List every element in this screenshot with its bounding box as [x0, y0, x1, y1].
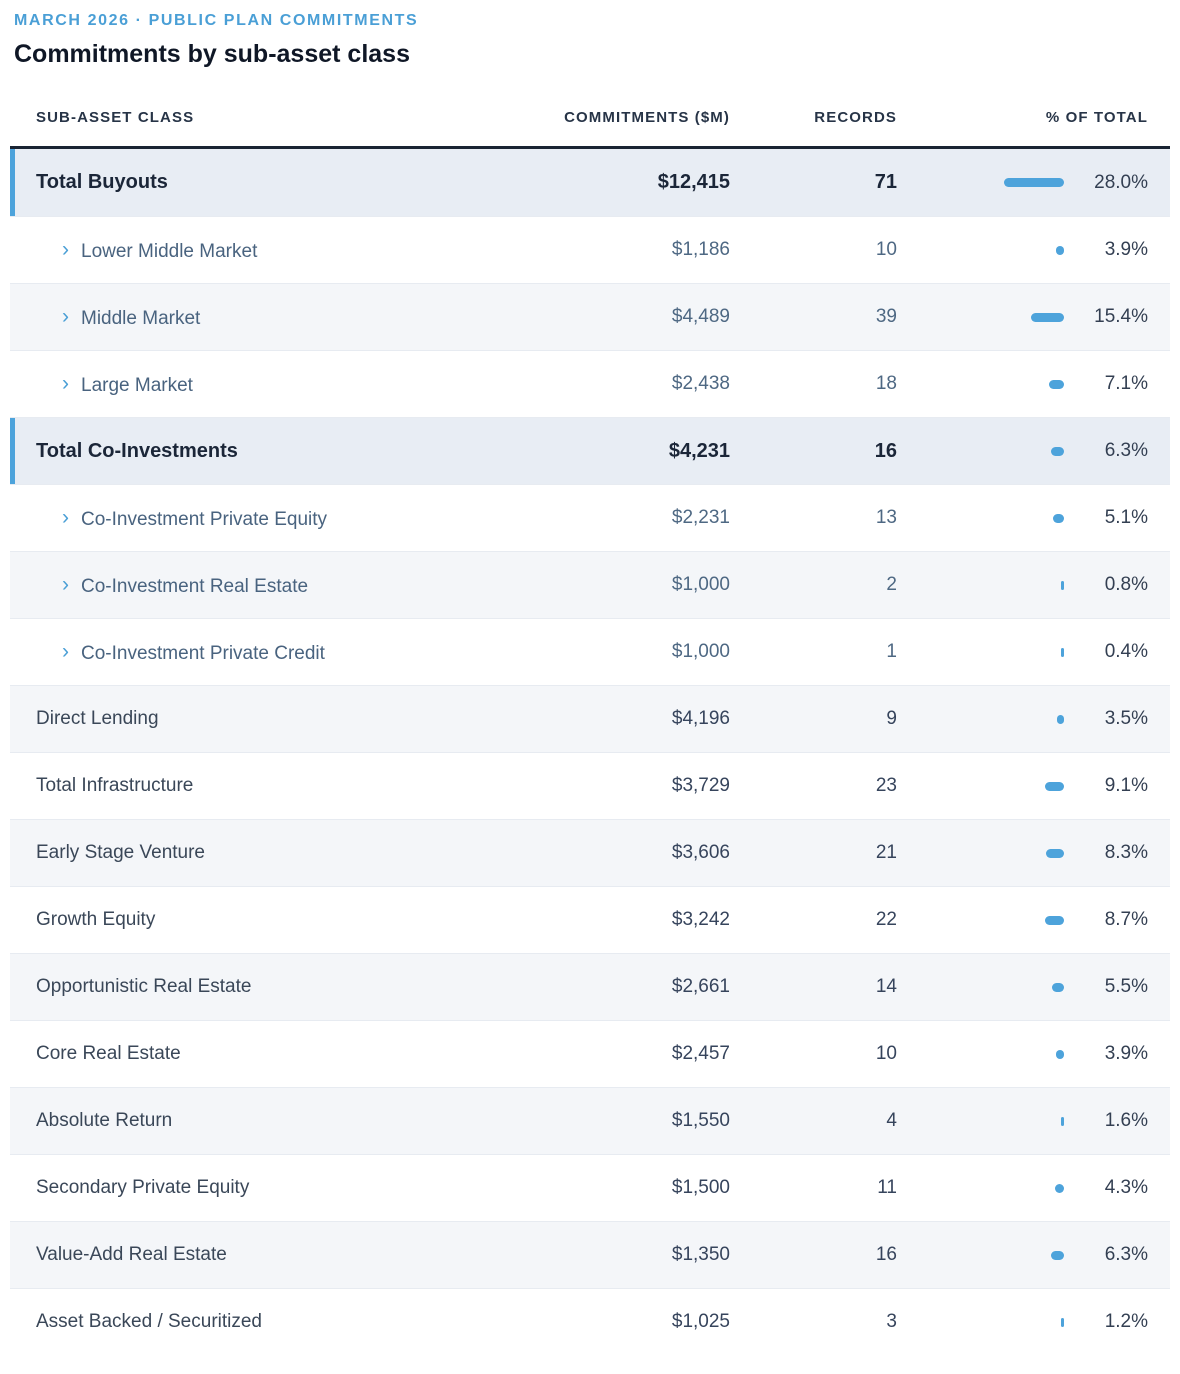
pct-value: 0.8%: [1104, 574, 1148, 595]
pct-bar-track: [910, 849, 1064, 858]
table-row: [10, 149, 1170, 216]
records-value: 9: [886, 708, 897, 729]
records-value: 10: [875, 1043, 897, 1064]
commitments-value: $1,000: [671, 574, 730, 595]
column-header-pct-of-total: % OF TOTAL: [1045, 109, 1148, 126]
pct-cell: [910, 574, 1170, 596]
pct-bar-track: [910, 782, 1064, 791]
pct-bar: [1053, 514, 1064, 523]
records-value: 10: [875, 239, 897, 260]
pct-cell: [910, 708, 1170, 730]
row-label[interactable]: Large Market: [81, 374, 193, 396]
pct-value: 7.1%: [1104, 373, 1148, 394]
pct-bar-track: [910, 1251, 1064, 1260]
pct-bar: [1046, 849, 1064, 858]
pct-bar: [1031, 313, 1064, 322]
row-label-cell: [10, 976, 520, 998]
records-value: 16: [875, 1244, 897, 1265]
pct-value: 0.4%: [1104, 641, 1148, 662]
records-value: 1: [886, 641, 897, 662]
row-label-cell: [10, 238, 520, 263]
chevron-right-icon[interactable]: ›: [62, 505, 69, 529]
pct-bar-track: [910, 916, 1064, 925]
chevron-right-icon[interactable]: ›: [62, 304, 69, 328]
table-row: [10, 953, 1170, 1020]
row-label-cell: [10, 372, 520, 397]
pct-bar-track: [910, 1318, 1064, 1327]
row-label: Total Co-Investments: [36, 439, 238, 462]
commitments-value: $4,489: [671, 306, 730, 327]
pct-cell: [910, 172, 1170, 194]
pct-bar-track: [910, 178, 1064, 187]
pct-cell: [910, 1311, 1170, 1333]
row-label: Opportunistic Real Estate: [36, 976, 252, 997]
pct-cell: [910, 1110, 1170, 1132]
records-value: 13: [875, 507, 897, 528]
records-value: 11: [877, 1177, 897, 1198]
commitments-table: [10, 109, 1170, 1355]
row-label[interactable]: Co-Investment Private Credit: [81, 642, 325, 664]
pct-bar: [1051, 1251, 1064, 1260]
commitments-value: $1,550: [671, 1110, 730, 1131]
pct-bar: [1049, 380, 1064, 389]
records-value: 71: [874, 171, 897, 193]
column-header-records: RECORDS: [814, 109, 897, 126]
records-value: 2: [886, 574, 897, 595]
commitments-value: $2,457: [671, 1043, 730, 1064]
table-body: [10, 149, 1170, 1355]
records-value: 18: [875, 373, 897, 394]
row-label: Direct Lending: [36, 708, 159, 729]
records-value: 39: [875, 306, 897, 327]
row-label-cell: [10, 1244, 520, 1266]
commitments-value: $2,231: [671, 507, 730, 528]
commitments-value: $1,000: [671, 641, 730, 662]
commitments-value: $1,186: [671, 239, 730, 260]
commitments-value: $4,196: [671, 708, 730, 729]
row-label-cell: [10, 573, 520, 598]
pct-cell: [910, 909, 1170, 931]
row-label: Growth Equity: [36, 909, 156, 930]
row-label-cell: [10, 305, 520, 330]
table-row: [10, 551, 1170, 618]
pct-bar: [1052, 983, 1064, 992]
pct-bar-track: [910, 313, 1064, 322]
records-value: 14: [875, 976, 897, 997]
table-row: [10, 1288, 1170, 1355]
table-row: [10, 216, 1170, 283]
table-row: [10, 350, 1170, 417]
row-label-cell: [10, 842, 520, 864]
row-label: Core Real Estate: [36, 1043, 181, 1064]
pct-cell: [910, 373, 1170, 395]
row-label[interactable]: Co-Investment Real Estate: [81, 575, 309, 597]
table-row: [10, 685, 1170, 752]
pct-value: 6.3%: [1104, 1244, 1148, 1265]
row-label-cell: [10, 708, 520, 730]
row-label-cell: [10, 506, 520, 531]
pct-cell: [910, 1043, 1170, 1065]
pct-value: 1.2%: [1104, 1311, 1148, 1332]
pct-bar-track: [910, 581, 1064, 590]
row-label[interactable]: Middle Market: [81, 307, 201, 329]
pct-bar-track: [910, 648, 1064, 657]
pct-bar-track: [910, 1184, 1064, 1193]
pct-bar: [1057, 715, 1064, 724]
pct-bar: [1045, 916, 1064, 925]
pct-value: 8.3%: [1104, 842, 1148, 863]
pct-cell: [910, 976, 1170, 998]
pct-cell: [910, 641, 1170, 663]
row-label[interactable]: Lower Middle Market: [81, 240, 258, 262]
row-label-cell: [10, 1043, 520, 1065]
pct-cell: [910, 440, 1170, 462]
chevron-right-icon[interactable]: ›: [62, 237, 69, 261]
pct-cell: [910, 1244, 1170, 1266]
pct-bar-track: [910, 715, 1064, 724]
commitments-value: $3,242: [671, 909, 730, 930]
page-title: Commitments by sub-asset class: [14, 40, 410, 68]
row-label-cell: [10, 1110, 520, 1132]
records-value: 22: [875, 909, 897, 930]
row-label-cell: [10, 171, 520, 194]
row-label-cell: [10, 440, 520, 463]
pct-bar-track: [910, 514, 1064, 523]
records-value: 16: [874, 439, 897, 462]
row-label[interactable]: Co-Investment Private Equity: [81, 508, 328, 530]
pct-value: 5.1%: [1104, 507, 1148, 528]
pct-value: 3.9%: [1104, 1043, 1148, 1064]
pct-bar: [1056, 246, 1064, 255]
row-label: Total Buyouts: [36, 171, 168, 193]
pct-cell: [910, 775, 1170, 797]
pct-cell: [910, 507, 1170, 529]
row-label: Early Stage Venture: [36, 842, 205, 863]
commitments-value: $3,729: [671, 775, 730, 796]
commitments-value: $1,500: [671, 1177, 730, 1198]
row-label: Value-Add Real Estate: [36, 1244, 227, 1265]
pct-bar: [1045, 782, 1064, 791]
table-row: [10, 819, 1170, 886]
records-value: 4: [886, 1110, 897, 1131]
table-row: [10, 1154, 1170, 1221]
pct-bar-track: [910, 1117, 1064, 1126]
table-row: [10, 417, 1170, 484]
pct-value: 5.5%: [1104, 976, 1148, 997]
table-row: [10, 1020, 1170, 1087]
table-row: [10, 283, 1170, 350]
row-label: Asset Backed / Securitized: [36, 1311, 262, 1332]
table-row: [10, 484, 1170, 551]
records-value: 23: [875, 775, 897, 796]
row-label: Total Infrastructure: [36, 775, 194, 796]
commitments-value: $4,231: [668, 439, 730, 462]
pct-value: 15.4%: [1094, 306, 1148, 327]
pct-cell: [910, 1177, 1170, 1199]
pct-value: 6.3%: [1104, 440, 1148, 461]
commitments-value: $2,661: [671, 976, 730, 997]
row-label-cell: [10, 775, 520, 797]
pct-value: 3.5%: [1104, 708, 1148, 729]
table-row: [10, 752, 1170, 819]
records-value: 21: [875, 842, 897, 863]
pct-value: 8.7%: [1104, 909, 1148, 930]
pct-bar: [1056, 1050, 1064, 1059]
pct-value: 28.0%: [1094, 171, 1148, 193]
pct-cell: [910, 306, 1170, 328]
commitments-value: $1,350: [671, 1244, 730, 1265]
row-label-cell: [10, 1177, 520, 1199]
pct-cell: [910, 239, 1170, 261]
row-label-cell: [10, 909, 520, 931]
pct-bar-track: [910, 1050, 1064, 1059]
column-header-commitments: COMMITMENTS ($M): [564, 109, 730, 126]
commitments-value: $12,415: [657, 171, 730, 193]
pct-value: 3.9%: [1104, 239, 1148, 260]
pct-bar: [1051, 447, 1064, 456]
table-header-row: [10, 109, 1170, 149]
pct-value: 9.1%: [1104, 775, 1148, 796]
row-label-cell: [10, 1311, 520, 1333]
report-eyebrow: MARCH 2026 · PUBLIC PLAN COMMITMENTS: [14, 12, 419, 29]
pct-bar-track: [910, 983, 1064, 992]
table-row: [10, 618, 1170, 685]
table-row: [10, 886, 1170, 953]
column-header-sub-asset-class: SUB-ASSET CLASS: [36, 109, 195, 126]
chevron-right-icon[interactable]: ›: [62, 572, 69, 596]
row-label-cell: [10, 640, 520, 665]
pct-value: 4.3%: [1104, 1177, 1148, 1198]
row-label: Absolute Return: [36, 1110, 173, 1131]
pct-value: 1.6%: [1104, 1110, 1148, 1131]
commitments-value: $2,438: [671, 373, 730, 394]
pct-cell: [910, 842, 1170, 864]
table-row: [10, 1221, 1170, 1288]
commitments-value: $3,606: [671, 842, 730, 863]
chevron-right-icon[interactable]: ›: [62, 371, 69, 395]
pct-bar-track: [910, 246, 1064, 255]
row-label: Secondary Private Equity: [36, 1177, 250, 1198]
table-row: [10, 1087, 1170, 1154]
pct-bar-track: [910, 380, 1064, 389]
commitments-value: $1,025: [671, 1311, 730, 1332]
pct-bar: [1004, 178, 1064, 187]
pct-bar: [1055, 1184, 1064, 1193]
pct-bar-track: [910, 447, 1064, 456]
records-value: 3: [886, 1311, 897, 1332]
chevron-right-icon[interactable]: ›: [62, 639, 69, 663]
